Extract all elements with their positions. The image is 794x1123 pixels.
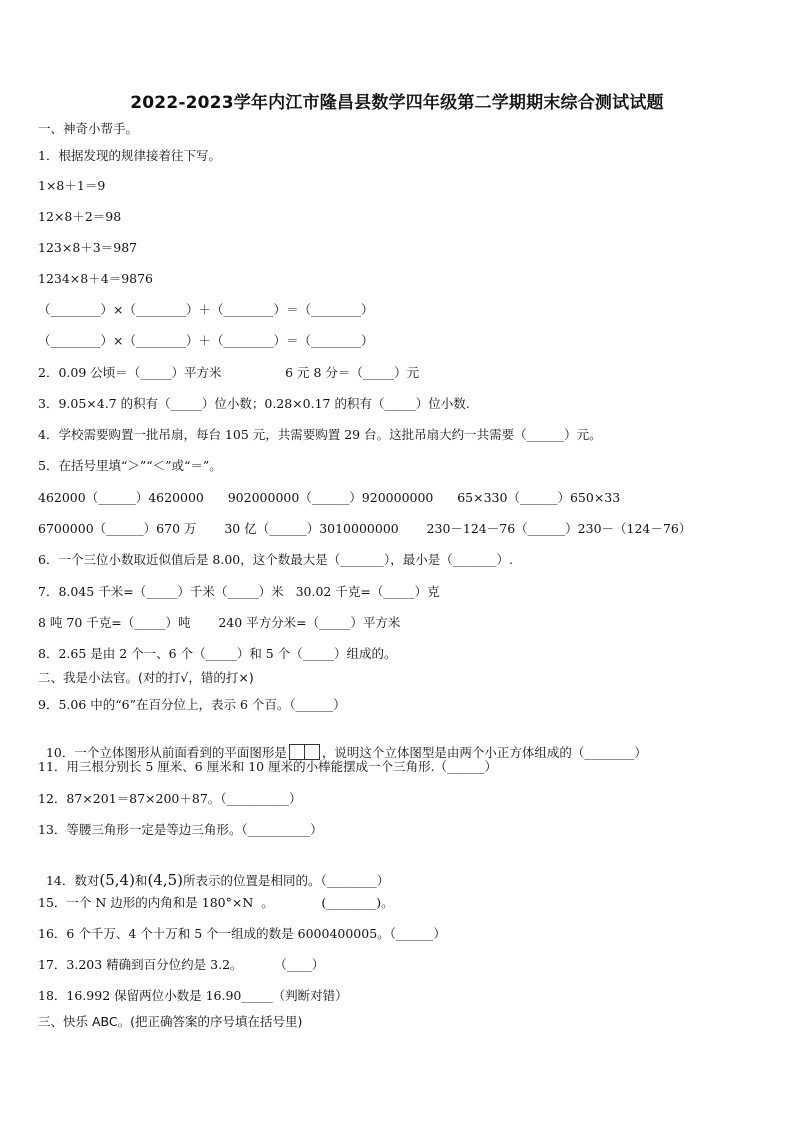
q1-equation-2: 12×8＋2＝98 [38, 209, 122, 224]
q1-equation-1: 1×8＋1＝9 [38, 178, 106, 193]
q7-row-2: 8 吨 70 千克=（_____）吨 240 平方分米=（_____）平方米 [38, 615, 401, 630]
section-heading-1: 一、神奇小帮手。 [38, 121, 139, 136]
q14-text-after: 所表示的位置是相同的。（________） [183, 873, 390, 888]
question-10 [38, 728, 647, 761]
q14-text-mid: 和 [134, 873, 148, 888]
question-5-stem: 5．在括号里填“＞”“＜”或“＝”。 [38, 458, 222, 473]
q10-text-after: ，说明这个立体图型是由两个小正方体组成的（________） [321, 745, 647, 760]
coordinate-pair-2: (4,5) [147, 871, 183, 889]
q1-equation-4: 1234×8＋4＝9876 [38, 271, 154, 286]
question-13: 13．等腰三角形一定是等边三角形。（__________） [38, 822, 323, 837]
question-1-stem: 1．根据发现的规律接着往下写。 [38, 148, 221, 163]
question-6: 6．一个三位小数取近似值后是 8.00，这个数最大是（_______），最小是（_______）. [38, 552, 513, 567]
q5-row-2: 6700000（______）670 万 30 亿（______）3010000000 230－124－76（______）230－（124－76） [38, 521, 692, 536]
q10-text-before: 10．一个立体图形从前面看到的平面图形是 [45, 745, 287, 760]
coordinate-pair-1: (5,4) [99, 871, 135, 889]
question-9: 9．5.06 中的“6”在百分位上，表示 6 个百。（______） [38, 697, 346, 712]
q1-blank-line-1: （________）×（________）＋（________）＝（________） [38, 302, 374, 317]
question-2: 2．0.09 公顷＝（_____）平方米 6 元 8 分＝（_____）元 [38, 365, 420, 380]
question-14 [38, 856, 389, 889]
question-18: 18．16.992 保留两位小数是 16.90_____（判断对错） [38, 988, 348, 1003]
question-8: 8．2.65 是由 2 个一、6 个（_____）和 5 个（_____）组成的。 [38, 646, 397, 661]
q7-row-1: 7．8.045 千米=（_____）千米（_____）米 30.02 千克=（_____）克 [38, 584, 440, 599]
section-heading-3: 三、快乐 ABC。(把正确答案的序号填在括号里) [38, 1014, 303, 1029]
question-17: 17．3.203 精确到百分位约是 3.2。 （____） [38, 957, 325, 972]
page-title: 2022-2023学年内江市隆昌县数学四年级第二学期期末综合测试试题 [130, 93, 664, 113]
question-3: 3．9.05×4.7 的积有（_____）位小数；0.28×0.17 的积有（_____）位小数. [38, 396, 470, 411]
q5-row-1: 462000（______）4620000 902000000（______）920000000 65×330（______）650×33 [38, 490, 621, 505]
q1-equation-3: 123×8＋3＝987 [38, 240, 138, 255]
q14-text-before: 14．数对 [45, 873, 100, 888]
question-12: 12．87×201＝87×200＋87。（__________） [38, 791, 302, 806]
question-16: 16．6 个千万、4 个十万和 5 个一组成的数是 6000400005。（______） [38, 926, 446, 941]
question-11: 11．用三根分别长 5 厘米、6 厘米和 10 厘米的小棒能摆成一个三角形.（______） [38, 759, 498, 774]
section-heading-2: 二、我是小法官。(对的打√，错的打×) [38, 670, 254, 685]
q1-blank-line-2: （________）×（________）＋（________）＝（________） [38, 333, 374, 348]
question-4: 4．学校需要购置一批吊扇，每台 105 元，共需要购置 29 台。这批吊扇大约一共需要（______）元。 [38, 427, 602, 442]
question-15: 15．一个 N 边形的内角和是 180°×N 。 (________)。 [38, 895, 394, 910]
